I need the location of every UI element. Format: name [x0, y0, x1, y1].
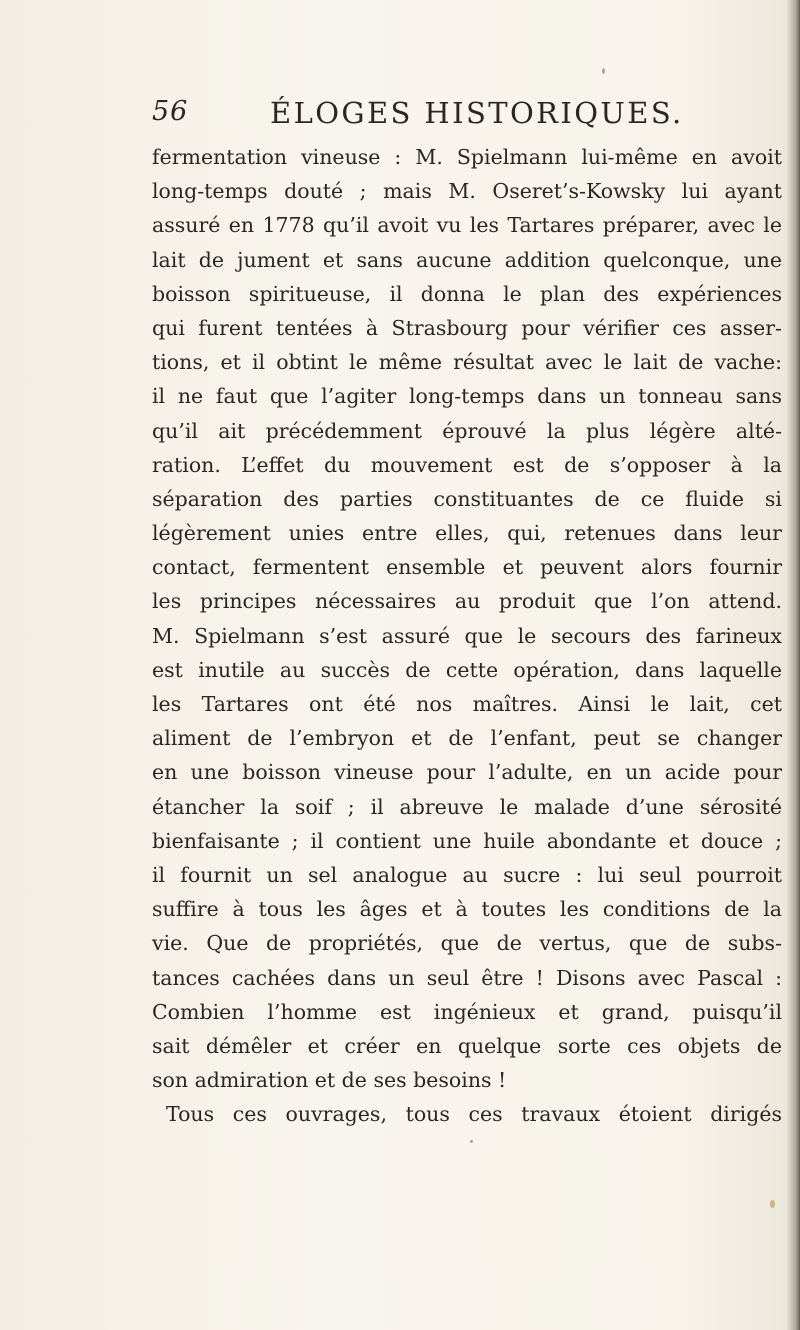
text-line: qui furent tentées à Strasbourg pour vérifier ces asser- [152, 315, 782, 340]
text-line: assuré en 1778 qu’il avoit vu les Tartares préparer, avec le [152, 213, 782, 238]
text-line: séparation des parties constituantes de ce fluide si [152, 486, 782, 511]
text-line: Tous ces ouvrages, tous ces travaux étoient dirigés [166, 1102, 782, 1127]
text-line: son admiration et de ses besoins ! [152, 1068, 507, 1093]
text-line: vie. Que de propriétés, que de vertus, que de subs- [152, 931, 782, 956]
text-line: lait de jument et sans aucune addition quelconque, une [152, 247, 782, 272]
text-line: étancher la soif ; il abreuve le malade d’une sérosité [152, 794, 782, 819]
page-edge-shadow [786, 0, 800, 1330]
text-line: tances cachées dans un seul être ! Disons avec Pascal : [152, 965, 782, 990]
text-line: aliment de l’embryon et de l’enfant, peut se changer [152, 726, 782, 751]
text-line: long-temps douté ; mais M. Oseret’s-Kowsky lui ayant [152, 179, 782, 204]
text-line: qu’il ait précédemment éprouvé la plus légère alté- [152, 418, 782, 443]
text-line: légèrement unies entre elles, qui, retenues dans leur [152, 521, 782, 546]
text-line: boisson spiritueuse, il donna le plan des expériences [152, 281, 782, 306]
text-line: en une boisson vineuse pour l’adulte, en un acide pour [152, 760, 782, 785]
paper-speck [602, 68, 605, 74]
text-line: contact, fermentent ensemble et peuvent alors fournir [152, 555, 782, 580]
text-line: Combien l’homme est ingénieux et grand, puisqu’il [152, 999, 782, 1024]
text-line: fermentation vineuse : M. Spielmann lui-même en avoit [152, 145, 782, 169]
text-line: suffire à tous les âges et à toutes les conditions de la [152, 897, 782, 922]
text-line: M. Spielmann s’est assuré que le secours des farineux [152, 623, 782, 648]
text-line: il ne faut que l’agiter long-temps dans un tonneau sans [152, 384, 782, 409]
running-title: ÉLOGES HISTORIQUES. [270, 96, 684, 130]
body-text [152, 140, 782, 1131]
page-number: 56 [152, 96, 189, 127]
text-line: il fournit un sel analogue au sucre : lui seul pourroit [152, 862, 782, 887]
page-header [152, 96, 712, 136]
text-line: les Tartares ont été nos maîtres. Ainsi le lait, cet [152, 692, 782, 716]
text-line: les principes nécessaires au produit que l’on attend. [152, 589, 782, 614]
paper-speck [770, 1200, 775, 1208]
text-line: tions, et il obtint le même résultat avec le lait de vache: [152, 350, 782, 375]
text-line: est inutile au succès de cette opération, dans laquelle [152, 657, 782, 682]
text-line: sait démêler et créer en quelque sorte ces objets de [152, 1033, 782, 1058]
paper-speck [470, 1140, 473, 1143]
text-line: bienfaisante ; il contient une huile abondante et douce ; [152, 828, 782, 853]
text-line: ration. L’effet du mouvement est de s’opposer à la [152, 452, 782, 477]
